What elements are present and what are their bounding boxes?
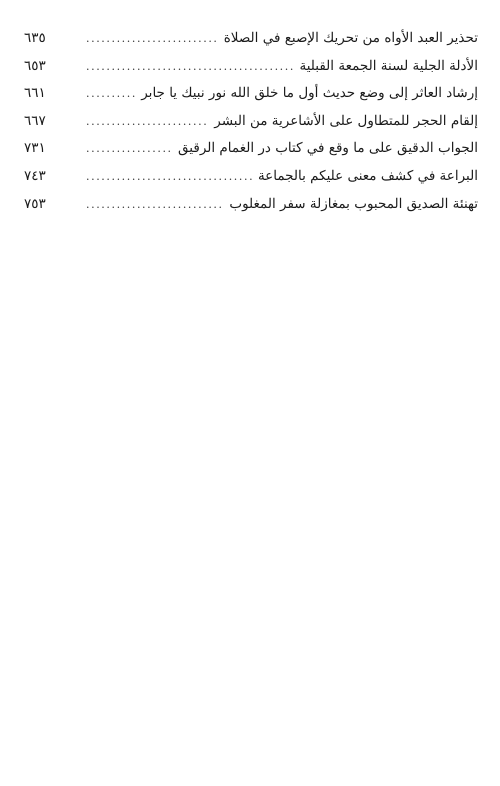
toc-dot-leader: [86, 115, 208, 128]
toc-entry-page: ٦٥٣: [24, 57, 46, 74]
table-of-contents: [24, 30, 478, 223]
toc-entry-title: إلقام الحجر للمتطاول على الأشاعرية من البشر: [214, 112, 478, 129]
toc-entry-title: إرشاد العاثر إلى وضع حديث أول ما خلق الله نور نبيك يا جابر: [141, 85, 478, 102]
toc-dot-leader: [86, 60, 294, 73]
toc-entry: [24, 58, 478, 86]
toc-entry: [24, 168, 478, 196]
toc-entry-page: ٦٦٧: [24, 112, 46, 129]
toc-entry-page: ٦٣٥: [24, 30, 46, 46]
toc-entry-title: تهنئة الصديق المحبوب بمغازلة سفر المغلوب: [229, 195, 478, 212]
toc-dot-leader: [86, 170, 252, 183]
toc-dot-leader: [86, 198, 223, 211]
toc-dot-leader: [86, 87, 135, 100]
toc-entry-title: الجواب الدقيق على ما وقع في كتاب در الغمام الرقيق: [178, 140, 478, 157]
toc-entry: [24, 30, 478, 58]
toc-entry-page: ٧٣١: [24, 140, 46, 157]
toc-entry-page: ٧٥٣: [24, 195, 46, 212]
toc-entry: [24, 196, 478, 224]
toc-dot-leader: [86, 32, 218, 45]
toc-dot-leader: [86, 142, 172, 155]
toc-entry-title: تحذير العبد الأواه من تحريك الإصبع في الصلاة: [223, 30, 478, 46]
toc-entry: [24, 113, 478, 141]
toc-entry-title: البراعة في كشف معنى عليكم بالجماعة: [257, 167, 478, 184]
toc-entry: [24, 140, 478, 168]
toc-entry-page: ٦٦١: [24, 85, 46, 102]
toc-entry: [24, 85, 478, 113]
toc-entry-page: ٧٤٣: [24, 167, 46, 184]
toc-entry-title: الأدلة الجلية لسنة الجمعة القبلية: [299, 57, 478, 74]
